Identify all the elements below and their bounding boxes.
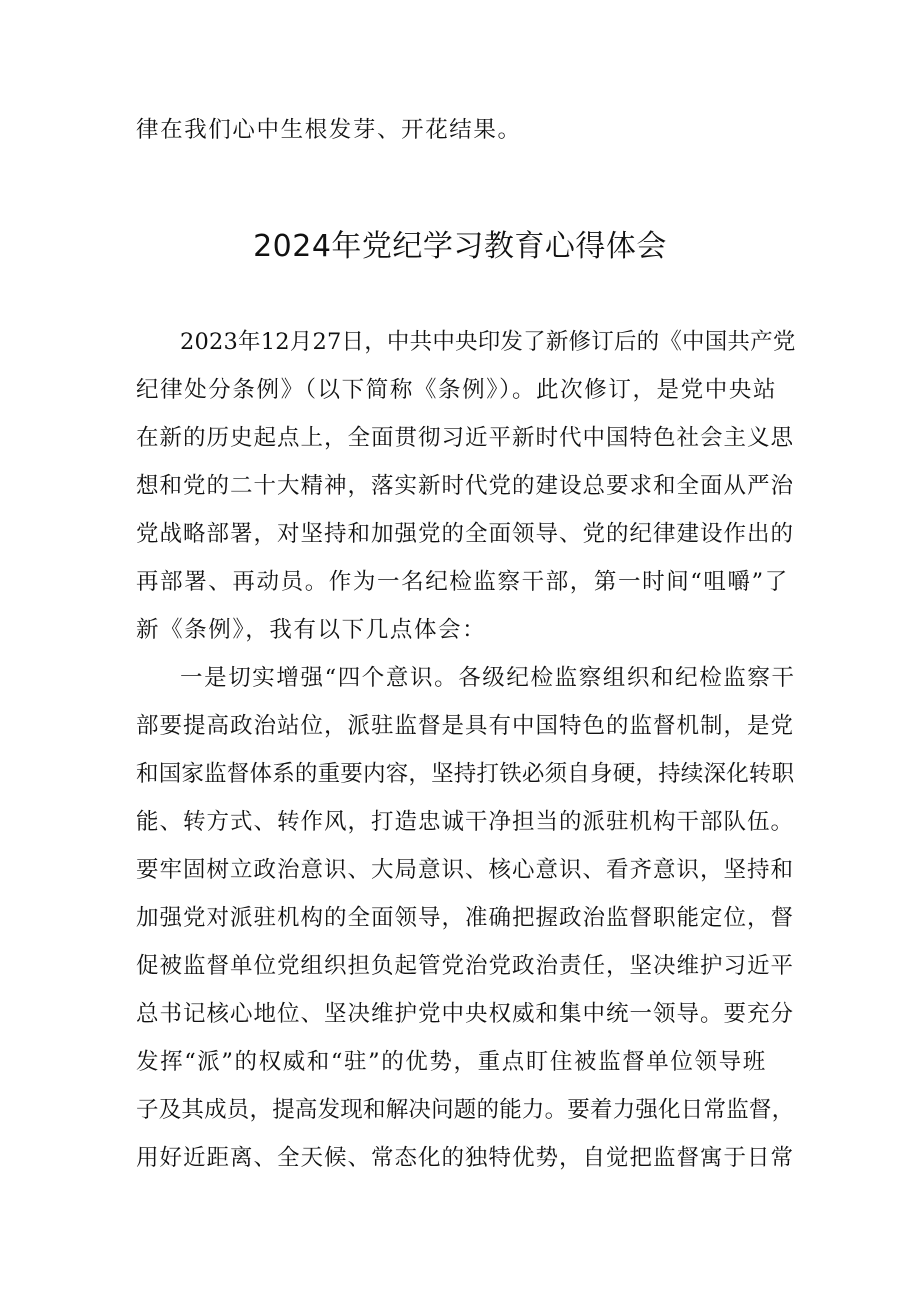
paragraph2-line-3: 和国家监督体系的重要内容，坚持打铁必须自身硬，持续深化转职 xyxy=(136,761,795,787)
paragraph2-line-9: 发挥“派”的权威和“驻”的优势，重点盯住被监督单位领导班 xyxy=(136,1049,767,1075)
paragraph1-line-2: 纪律处分条例》（以下简称《条例》）。此次修订，是党中央站 xyxy=(136,377,778,403)
paragraph1-line-1: 2023年12月27日，中共中央印发了新修订后的《中国共产党 xyxy=(180,329,796,355)
paragraph2-line-1: 一是切实增强“四个意识。各级纪检监察组织和纪检监察干 xyxy=(180,665,796,691)
paragraph2-line-8: 总书记核心地位、坚决维护党中央权威和集中统一领导。要充分 xyxy=(136,1001,795,1027)
paragraph1-line-5: 党战略部署，对坚持和加强党的全面领导、党的纪律建设作出的 xyxy=(136,521,795,547)
paragraph1-line-3: 在新的历史起点上，全面贯彻习近平新时代中国特色社会主义思 xyxy=(136,425,795,451)
paragraph1-line-7: 新《条例》，我有以下几点体会： xyxy=(136,617,487,643)
paragraph2-line-5: 要牢固树立政治意识、大局意识、核心意识、看齐意识，坚持和 xyxy=(136,857,795,883)
carryover-text-line: 律在我们心中生根发芽、开花结果。 xyxy=(136,117,522,143)
paragraph1-line-4: 想和党的二十大精神，落实新时代党的建设总要求和全面从严治 xyxy=(136,473,795,499)
paragraph2-line-4: 能、转方式、转作风，打造忠诚干净担当的派驻机构干部队伍。 xyxy=(136,809,795,835)
paragraph2-line-6: 加强党对派驻机构的全面领导，准确把握政治监督职能定位，督 xyxy=(136,905,795,931)
document-title: 2024年党纪学习教育心得体会 xyxy=(253,229,667,264)
paragraph2-line-2: 部要提高政治站位，派驻监督是具有中国特色的监督机制，是党 xyxy=(136,713,795,739)
paragraph2-line-11: 用好近距离、全天候、常态化的独特优势，自觉把监督寓于日常 xyxy=(136,1145,795,1171)
paragraph2-line-7: 促被监督单位党组织担负起管党治党政治责任，坚决维护习近平 xyxy=(136,953,795,979)
paragraph2-line-10: 子及其成员，提高发现和解决问题的能力。要着力强化日常监督， xyxy=(136,1097,795,1123)
paragraph1-line-6: 再部署、再动员。作为一名纪检监察干部，第一时间“咀嚼”了 xyxy=(136,569,789,595)
